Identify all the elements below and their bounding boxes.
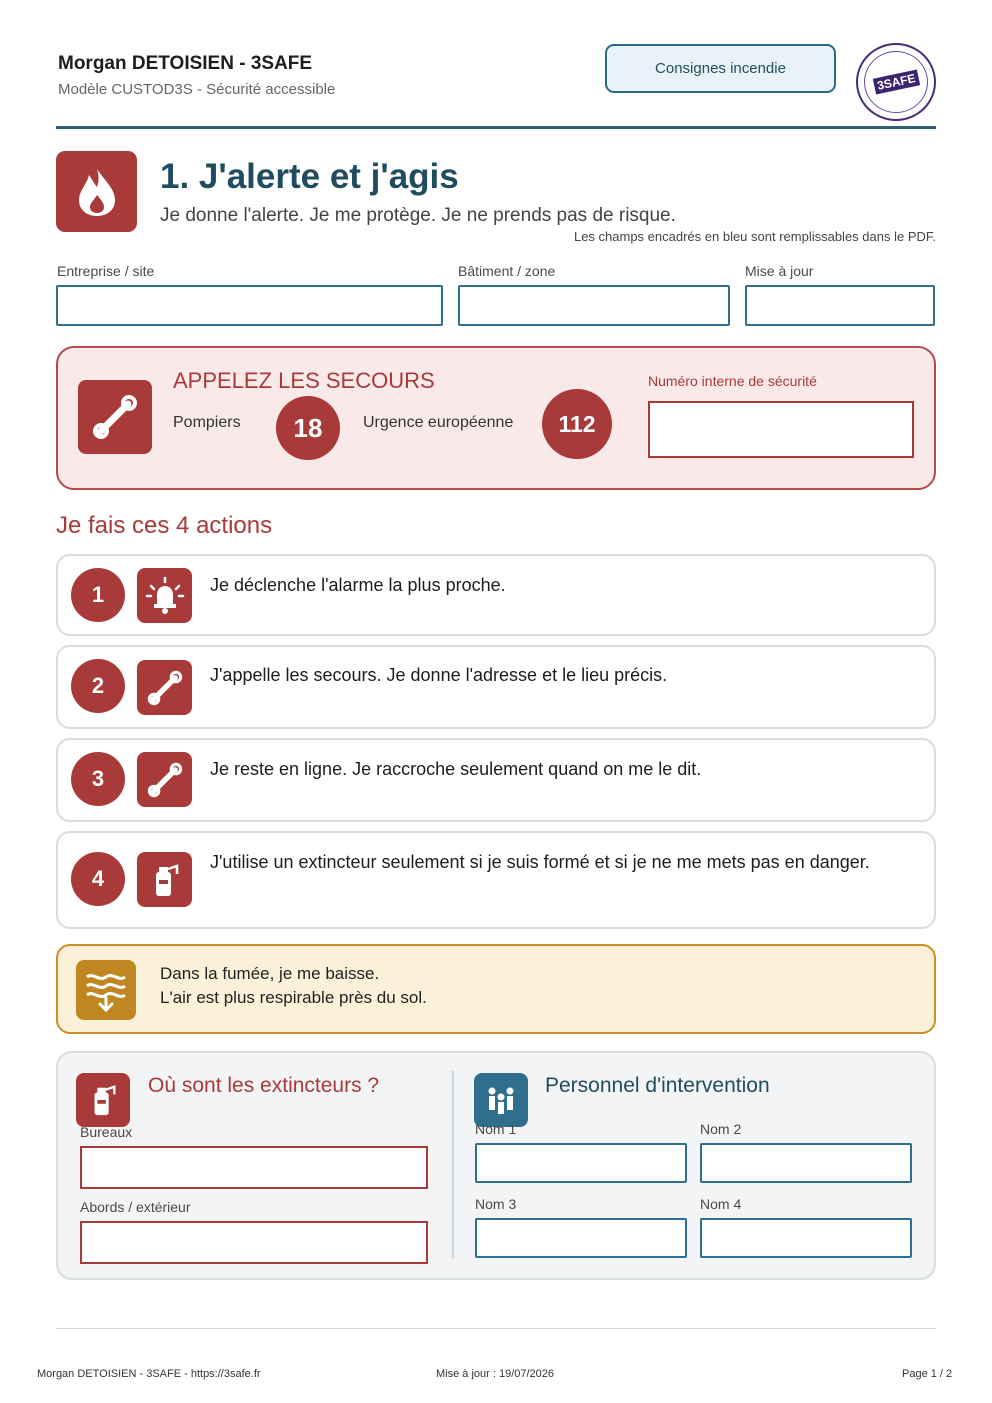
panel-divider bbox=[452, 1071, 454, 1259]
offices-field[interactable] bbox=[80, 1146, 428, 1189]
name-4-field[interactable] bbox=[700, 1218, 912, 1258]
outside-field[interactable] bbox=[80, 1221, 428, 1264]
internal-number-field[interactable] bbox=[648, 401, 914, 458]
firefighters-label: Pompiers bbox=[173, 414, 241, 431]
company-seal-logo bbox=[856, 43, 936, 121]
extinguishers-title: Où sont les extincteurs ? bbox=[148, 1074, 380, 1097]
phone-icon bbox=[137, 660, 192, 715]
action-number-1: 1 bbox=[71, 568, 125, 622]
smoke-line-1: Dans la fumée, je me baisse. bbox=[160, 964, 380, 983]
european-emergency-number: 112 bbox=[542, 389, 612, 459]
extinguisher-icon bbox=[137, 852, 192, 907]
action-text-3: Je reste en ligne. Je raccroche seulement quand on me le dit. bbox=[210, 759, 702, 779]
smoke-waves-icon bbox=[76, 960, 136, 1020]
name-3-field[interactable] bbox=[475, 1218, 687, 1258]
footer-divider bbox=[56, 1328, 936, 1329]
action-text-1: Je déclenche l'alarme la plus proche. bbox=[210, 575, 506, 595]
internal-number-label: Numéro interne de sécurité bbox=[648, 373, 817, 389]
page-title: 1. J'alerte et j'agis bbox=[160, 157, 459, 196]
consignes-button[interactable]: Consignes incendie bbox=[605, 44, 836, 93]
action-text-4: J'utilise un extincteur seulement si je suis formé et si je ne me mets pas en danger. bbox=[210, 852, 870, 872]
fillable-note: Les champs encadrés en bleu sont remplissables dans le PDF. bbox=[573, 229, 936, 244]
update-label: Mise à jour bbox=[745, 263, 814, 279]
flame-icon bbox=[56, 151, 137, 232]
actions-title: Je fais ces 4 actions bbox=[56, 512, 273, 539]
model-name: Modèle CUSTOD3S - Sécurité accessible bbox=[58, 81, 336, 98]
footer-page-number: Page 1 / 2 bbox=[902, 1368, 953, 1380]
smoke-line-2: L'air est plus respirable près du sol. bbox=[160, 988, 427, 1007]
outside-label: Abords / extérieur bbox=[80, 1199, 191, 1215]
header-divider bbox=[56, 126, 936, 129]
name-4-label: Nom 4 bbox=[700, 1196, 742, 1212]
european-emergency-label: Urgence européenne bbox=[363, 414, 514, 431]
action-number-2: 2 bbox=[71, 659, 125, 713]
name-3-label: Nom 3 bbox=[475, 1196, 517, 1212]
building-field[interactable] bbox=[458, 285, 730, 326]
company-field[interactable] bbox=[56, 285, 443, 326]
action-number-3: 3 bbox=[71, 752, 125, 806]
footer-author: Morgan DETOISIEN - 3SAFE - https://3safe.fr bbox=[37, 1368, 261, 1380]
name-2-field[interactable] bbox=[700, 1143, 912, 1183]
action-text-2: J'appelle les secours. Je donne l'adresse et le lieu précis. bbox=[210, 665, 668, 685]
building-label: Bâtiment / zone bbox=[458, 263, 556, 279]
author-name: Morgan DETOISIEN - 3SAFE bbox=[58, 53, 313, 74]
name-1-label: Nom 1 bbox=[475, 1121, 517, 1137]
people-icon bbox=[474, 1073, 528, 1127]
name-1-field[interactable] bbox=[475, 1143, 687, 1183]
emergency-title: APPELEZ LES SECOURS bbox=[173, 368, 435, 393]
company-label: Entreprise / site bbox=[57, 263, 155, 279]
update-field[interactable] bbox=[745, 285, 935, 326]
page-subtitle: Je donne l'alerte. Je me protège. Je ne prends pas de risque. bbox=[160, 205, 676, 226]
extinguisher-icon bbox=[76, 1073, 130, 1127]
seal-label: 3SAFE bbox=[872, 70, 919, 95]
name-2-label: Nom 2 bbox=[700, 1121, 742, 1137]
firefighters-number: 18 bbox=[276, 396, 340, 460]
smoke-advice-text bbox=[160, 962, 427, 1010]
footer-update-date: Mise à jour : 19/07/2026 bbox=[436, 1368, 555, 1380]
action-number-4: 4 bbox=[71, 852, 125, 906]
phone-icon bbox=[78, 380, 152, 454]
phone-icon bbox=[137, 752, 192, 807]
alarm-bell-icon bbox=[137, 568, 192, 623]
offices-label: Bureaux bbox=[80, 1124, 133, 1140]
personnel-title: Personnel d'intervention bbox=[545, 1074, 770, 1097]
